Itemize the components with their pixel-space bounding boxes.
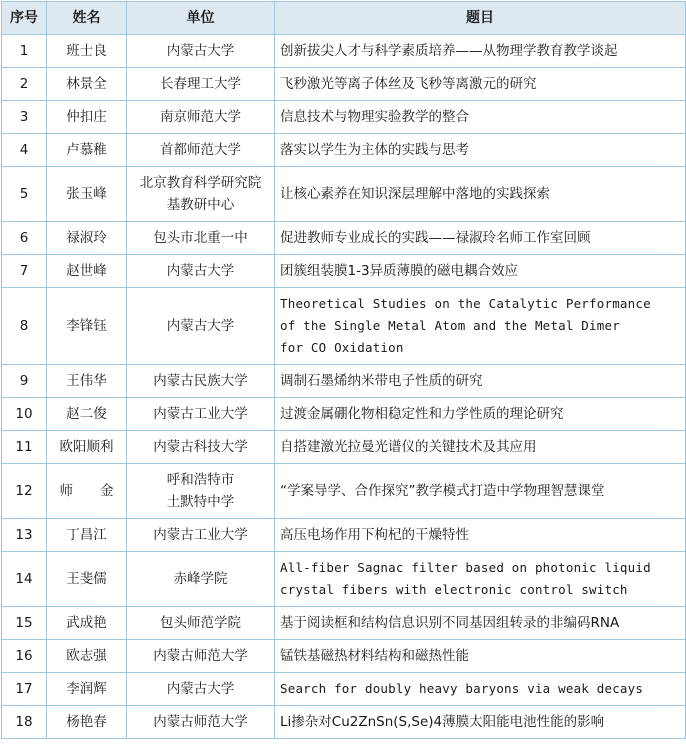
table-row [2,222,686,255]
title-line: 落实以学生为主体的实践与思考 [280,142,469,158]
title-line: Li掺杂对Cu2ZnSn(S,Se)4薄膜太阳能电池性能的影响 [280,714,605,730]
org-line: 内蒙古工业大学 [153,406,248,422]
org-line: 长春理工大学 [160,76,241,92]
title-line: 锰铁基磁热材料结构和磁热性能 [280,648,469,664]
row-org [127,552,275,607]
org-line: 土默特中学 [166,494,235,510]
header-title: 题目 [275,2,686,35]
title-line: All-fiber Sagnac filter based on photonic liquid [280,560,651,575]
header-row [2,2,686,35]
row-seq: 8 [2,288,47,365]
row-title [275,552,686,607]
row-name: 班士良 [47,35,127,68]
row-org [127,519,275,552]
table-row [2,464,686,519]
title-line: Theoretical Studies on the Catalytic Performance [280,296,651,311]
title-line: “学案导学、合作探究”教学模式打造中学物理智慧课堂 [280,483,605,499]
header-name: 姓名 [47,2,127,35]
title-line: 团簇组装膜1-3异质薄膜的磁电耦合效应 [280,263,519,279]
row-title [275,101,686,134]
row-org [127,101,275,134]
row-seq: 9 [2,365,47,398]
table-row [2,68,686,101]
title-line: 飞秒激光等离子体丝及飞秒等离激元的研究 [280,76,537,92]
table-row [2,431,686,464]
table-row [2,101,686,134]
row-name: 禄淑玲 [47,222,127,255]
row-name: 李锋钰 [47,288,127,365]
row-name: 欧阳顺利 [47,431,127,464]
table-row [2,288,686,365]
row-org [127,134,275,167]
table-row [2,673,686,706]
row-title [275,288,686,365]
row-title [275,607,686,640]
row-org [127,255,275,288]
row-title [275,35,686,68]
org-line: 内蒙古科技大学 [153,439,248,455]
row-seq: 6 [2,222,47,255]
org-line: 赤峰学院 [173,571,228,587]
row-title [275,673,686,706]
row-org [127,640,275,673]
title-line: Search for doubly heavy baryons via weak decays [280,681,644,696]
row-title [275,398,686,431]
header-seq: 序号 [2,2,47,35]
row-seq: 2 [2,68,47,101]
row-title [275,365,686,398]
org-line: 北京教育科学研究院 [139,175,262,191]
row-seq: 14 [2,552,47,607]
title-line: of the Single Metal Atom and the Metal Dimer [280,318,620,333]
title-line: 基于阅读框和结构信息识别不同基因组转录的非编码RNA [280,615,620,631]
row-name: 卢慕稚 [47,134,127,167]
title-line: 调制石墨烯纳米带电子性质的研究 [280,373,483,389]
row-title [275,464,686,519]
table-row [2,35,686,68]
table-row [2,519,686,552]
row-name: 欧志强 [47,640,127,673]
row-seq: 11 [2,431,47,464]
table-row [2,167,686,222]
row-name: 杨艳春 [47,706,127,739]
row-name: 王斐儒 [47,552,127,607]
row-seq: 18 [2,706,47,739]
org-line: 首都师范大学 [160,142,241,158]
row-title [275,255,686,288]
row-title [275,222,686,255]
org-line: 内蒙古大学 [166,263,235,279]
row-name: 仲扣庄 [47,101,127,134]
org-line: 南京师范大学 [160,109,241,125]
row-org [127,35,275,68]
org-line: 内蒙古大学 [166,318,235,334]
row-org [127,673,275,706]
org-line: 内蒙古工业大学 [153,527,248,543]
table-row [2,255,686,288]
title-line: 过渡金属硼化物相稳定性和力学性质的理论研究 [280,406,564,422]
row-name: 赵二俊 [47,398,127,431]
title-line: 让核心素养在知识深层理解中落地的实践探索 [280,186,550,202]
row-seq: 7 [2,255,47,288]
row-org [127,464,275,519]
org-line: 内蒙古师范大学 [153,714,248,730]
title-line: 高压电场作用下枸杞的干燥特性 [280,527,469,543]
header-org: 单位 [127,2,275,35]
org-line: 呼和浩特市 [166,472,235,488]
row-name: 王伟华 [47,365,127,398]
row-seq: 5 [2,167,47,222]
org-line: 内蒙古师范大学 [153,648,248,664]
row-name: 李润辉 [47,673,127,706]
row-name: 张玉峰 [47,167,127,222]
row-seq: 3 [2,101,47,134]
row-org [127,288,275,365]
row-title [275,706,686,739]
title-line: 创新拔尖人才与科学素质培养——从物理学教育教学谈起 [280,43,618,59]
title-line: 自搭建激光拉曼光谱仪的关键技术及其应用 [280,439,537,455]
row-seq: 10 [2,398,47,431]
org-line: 基教研中心 [166,197,235,213]
table-row [2,552,686,607]
row-title [275,134,686,167]
row-title [275,431,686,464]
table-row [2,640,686,673]
row-name: 丁昌江 [47,519,127,552]
row-org [127,431,275,464]
row-seq: 15 [2,607,47,640]
table-row [2,134,686,167]
row-seq: 1 [2,35,47,68]
row-org [127,167,275,222]
row-org [127,222,275,255]
row-title [275,167,686,222]
table-row [2,607,686,640]
row-org [127,68,275,101]
row-name: 林景全 [47,68,127,101]
table-row [2,398,686,431]
row-title [275,68,686,101]
speaker-table [1,1,686,739]
org-line: 内蒙古大学 [166,681,235,697]
row-title [275,640,686,673]
row-name: 武成艳 [47,607,127,640]
table-body [2,35,686,739]
row-seq: 4 [2,134,47,167]
row-name: 师 金 [47,464,127,519]
row-org [127,607,275,640]
row-seq: 16 [2,640,47,673]
row-title [275,519,686,552]
table-row [2,365,686,398]
row-org [127,706,275,739]
org-line: 包头师范学院 [160,615,241,631]
title-line: 信息技术与物理实验教学的整合 [280,109,469,125]
title-line: crystal fibers with electronic control switch [280,582,628,597]
row-org [127,365,275,398]
title-line: for CO Oxidation [280,340,404,355]
row-seq: 12 [2,464,47,519]
org-line: 包头市北重一中 [153,230,248,246]
org-line: 内蒙古大学 [166,43,235,59]
org-line: 内蒙古民族大学 [153,373,248,389]
row-seq: 17 [2,673,47,706]
table-row [2,706,686,739]
row-org [127,398,275,431]
row-seq: 13 [2,519,47,552]
title-line: 促进教师专业成长的实践——禄淑玲名师工作室回顾 [280,230,591,246]
row-name: 赵世峰 [47,255,127,288]
